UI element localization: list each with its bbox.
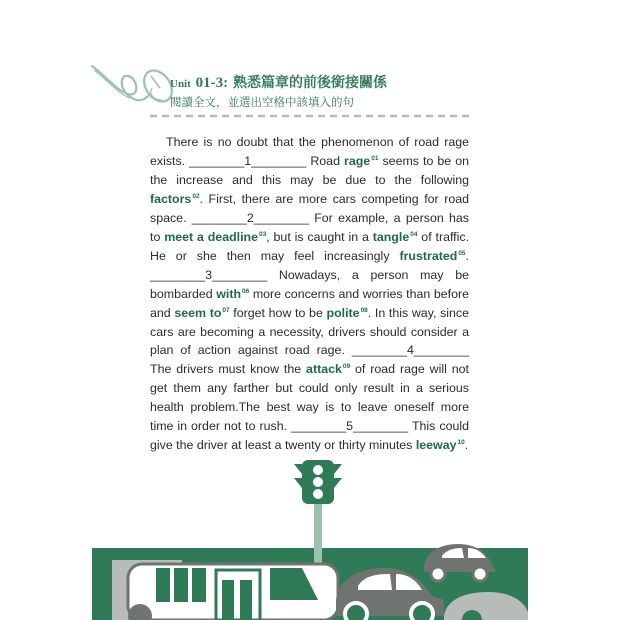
vocab-word: factors xyxy=(150,191,192,206)
vocab-word: leeway xyxy=(415,438,457,453)
passage-text: There is no doubt that the phenomenon of road rage exists. ________1________ Road xyxy=(150,135,469,168)
passage-paragraph xyxy=(150,133,469,455)
vocab-number: 03 xyxy=(259,230,267,238)
unit-label: Unit xyxy=(170,78,191,90)
vocab-word: meet a deadline xyxy=(164,229,258,244)
unit-number: 01-3: xyxy=(195,75,229,91)
passage-text: . In this way, since cars are becoming a necessity, drivers should consider a plan of action against road rage. ________4________ The drivers must know the xyxy=(150,305,470,377)
vocab-number: 05 xyxy=(458,249,466,257)
vocab-number: 04 xyxy=(410,230,418,238)
vocab-word: frustrated xyxy=(399,248,458,263)
passage-text: of road rage will not get them any farther but could only result in a serious health problem.The best way is to leave oneself more time in order not to rush. ________5________ This could give the driver at least a twenty or thirty minutes xyxy=(150,362,469,453)
passage-text: seems to be on the increase and this may be due to the following xyxy=(150,153,469,187)
vocab-word: seem to xyxy=(174,305,222,320)
traffic-scene-illustration xyxy=(92,440,528,620)
vocab-word: polite xyxy=(326,305,360,320)
vocab-number: 07 xyxy=(222,306,230,314)
vocab-number: 01 xyxy=(371,154,379,162)
unit-title: 熟悉篇章的前後銜接關係 xyxy=(233,75,388,91)
passage-text: of traffic. He or she then may feel increasingly xyxy=(150,229,470,263)
vocab-word: tangle xyxy=(372,229,410,244)
passage-text: . ________3________ Nowadays, a person may be bombarded xyxy=(150,248,469,301)
vocab-number: 09 xyxy=(342,363,351,371)
vocab-word: with xyxy=(216,286,242,301)
passage-text: . First, there are more cars competing for road space. ________2________ For example, a person has to xyxy=(150,191,469,244)
passage-text: . xyxy=(464,438,469,453)
passage-text: , but is caught in a xyxy=(266,229,373,244)
passage-text: more concerns and worries than before and xyxy=(150,286,469,320)
vocab-number: 08 xyxy=(360,306,368,314)
reading-passage xyxy=(150,133,469,455)
traffic-light-icon xyxy=(294,460,342,504)
passage-text: forget how to be xyxy=(229,305,327,320)
unit-heading xyxy=(170,72,387,92)
vocab-number: 02 xyxy=(192,192,200,200)
header-divider xyxy=(150,114,470,118)
vocab-number: 06 xyxy=(242,287,250,295)
unit-instruction: 閱讀全文，並選出空格中該填入的句 xyxy=(170,95,354,109)
vocab-word: rage xyxy=(344,153,371,168)
vocab-number: 10 xyxy=(457,439,465,447)
vocab-word: attack xyxy=(306,362,342,377)
